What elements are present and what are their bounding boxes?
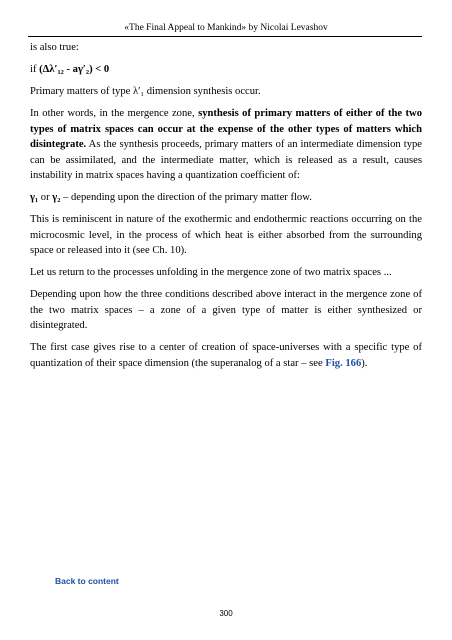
- paragraph-first-case: [30, 340, 422, 371]
- figure-166-link[interactable]: Fig. 166: [325, 357, 362, 369]
- first-case-text: The first case gives rise to a center of creation of space-universes with a specific type of quantization of their space dimension (the superanalog of a star – see: [30, 342, 422, 369]
- paragraph-1: is also true:: [30, 42, 79, 53]
- condition-prefix: if: [30, 64, 40, 75]
- paragraph-exothermic: This is reminiscent in nature of the exothermic and endothermic reactions occurring on the microcosmic level, in the process of which heat is either absorbed from the surrounding space or released into it (see Ch. 10).: [30, 214, 422, 256]
- paragraph-gamma: [30, 190, 422, 206]
- paragraph-condition: [30, 62, 422, 78]
- gamma-rest: – depending upon the direction of the primary matter flow.: [60, 192, 312, 203]
- gamma-or: or: [38, 192, 53, 203]
- header-divider: [28, 36, 422, 37]
- page-body: [30, 40, 422, 378]
- paragraph-synthesis: [30, 106, 422, 184]
- synthesis-intro: In other words, in the mergence zone,: [30, 108, 199, 119]
- first-case-end: ).: [361, 357, 368, 369]
- synthesis-rest: As the synthesis proceeds, primary matters of an intermediate dimension type can be assimilated, and the intermediate matter, which is released as a result, causes instability in matrix spaces having a quantization coefficient of:: [30, 139, 422, 181]
- synthesis-emphasis: synthesis of primary matters of either of the two types of matrix spaces can occur at the expense of the other types of matters which disintegrate.: [30, 108, 422, 150]
- page-header: «The Final Appeal to Mankind» by Nicolai Levashov: [124, 23, 328, 33]
- condition-formula: (Δλ′₁₂ - aγ′₂) < 0: [39, 64, 110, 75]
- page-number: 300: [219, 609, 233, 618]
- paragraph-primary-matters: Primary matters of type λ′₁ dimension synthesis occur.: [30, 86, 261, 97]
- gamma-2: γ₂: [52, 192, 61, 203]
- paragraph-return: Let us return to the processes unfolding in the mergence zone of two matrix spaces ...: [30, 267, 392, 278]
- back-to-content-link[interactable]: Back to content: [55, 576, 119, 586]
- gamma-1: γ₁: [30, 192, 39, 203]
- paragraph-conditions: Depending upon how the three conditions described above interact in the mergence zone of the two matrix spaces – a zone of a given type of matter is either synthesized or disintegrated.: [30, 289, 422, 331]
